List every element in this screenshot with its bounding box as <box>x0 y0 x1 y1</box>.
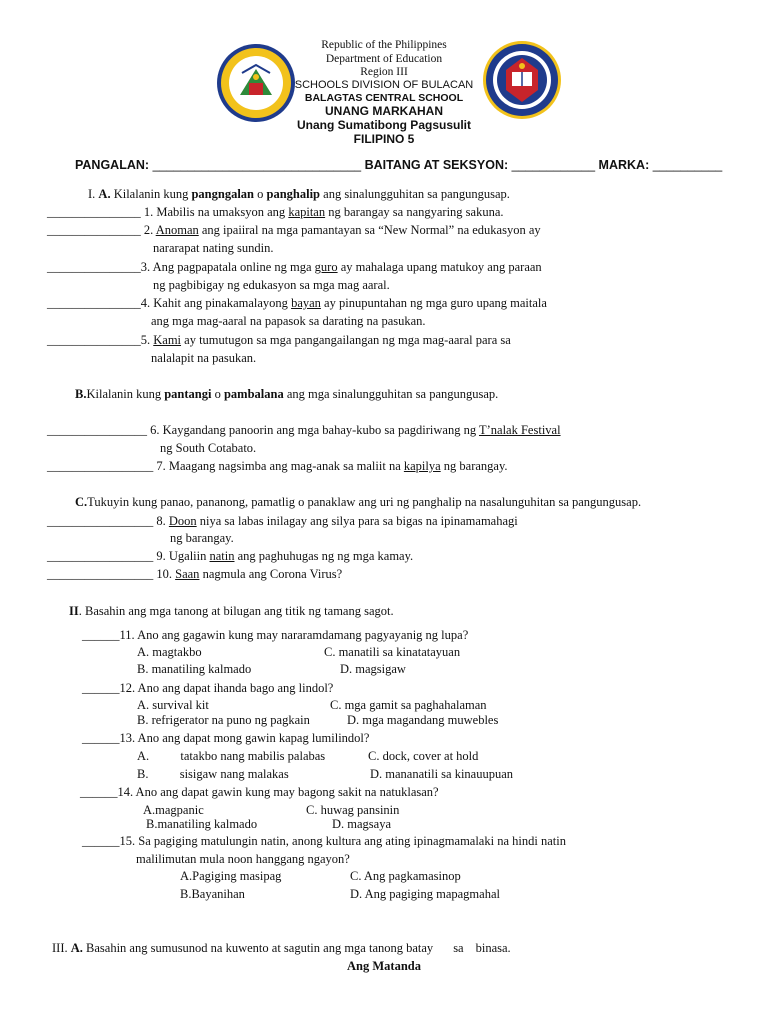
question-2: _______________ 2. Anoman ang ipaiiral na mga pamantayan sa “New Normal” na edukasyon ay <box>47 223 541 237</box>
answer-blank[interactable]: ______ <box>80 785 118 799</box>
choice-13a[interactable]: A. tatakbo nang mabilis palabas <box>137 749 326 763</box>
answer-blank[interactable]: ______ <box>82 731 120 745</box>
choice-12b[interactable]: B. refrigerator na puno ng pagkain <box>137 713 310 727</box>
choice-14b[interactable]: B.manatiling kalmado <box>146 817 258 831</box>
department-line: Department of Education <box>325 53 443 65</box>
answer-blank[interactable]: _________________ <box>47 567 154 581</box>
story-title: Ang Matanda <box>347 959 421 973</box>
choice-14d[interactable]: D. magsaya <box>332 817 392 831</box>
region-line: Region III <box>360 66 408 78</box>
part1c-instruction: C.Tukuyin kung panao, pananong, pamatlig o panaklaw ang uri ng panghalip na nasalunguhitan sa pangungusap. <box>75 495 642 509</box>
quarter-title: UNANG MARKAHAN <box>325 104 443 118</box>
choice-14a[interactable]: A.magpanic <box>143 803 204 817</box>
answer-blank[interactable]: _______________ <box>47 260 141 274</box>
info-line <box>75 159 722 172</box>
question-4-continuation: ang mga mag-aaral na papasok sa darating na pasukan. <box>151 314 426 328</box>
answer-blank[interactable]: _______________ <box>47 296 141 310</box>
name-label: PANGALAN: <box>75 158 150 172</box>
choice-11c[interactable]: C. manatili sa kinatatayuan <box>324 645 461 659</box>
answer-blank[interactable]: ______ <box>82 628 120 642</box>
choice-13d[interactable]: D. mananatili sa kinauupuan <box>370 767 514 781</box>
choice-15d[interactable]: D. Ang pagiging mapagmahal <box>350 887 500 901</box>
question-6: ________________ 6. Kaygandang panoorin ang mga bahay-kubo sa pagdiriwang ng T’nalak Festival <box>47 423 561 437</box>
division-line: SCHOOLS DIVISION OF BULACAN <box>294 79 474 91</box>
name-blank[interactable]: ______________________________ <box>152 158 362 172</box>
school-line: BALAGTAS CENTRAL SCHOOL <box>304 92 464 104</box>
choice-12c[interactable]: C. mga gamit sa paghahalaman <box>330 698 487 712</box>
answer-blank[interactable]: _________________ <box>47 549 154 563</box>
question-8-continuation: ng barangay. <box>170 531 234 545</box>
question-13: ______13. Ano ang dapat mong gawin kapag lumilindol? <box>82 731 370 745</box>
score-blank[interactable]: __________ <box>652 158 723 172</box>
question-2-continuation: nararapat nating sundin. <box>153 241 274 255</box>
question-7: _________________ 7. Maagang nagsimba ang mag-anak sa maliit na kapilya ng barangay. <box>47 459 508 473</box>
choice-15b[interactable]: B.Bayanihan <box>180 887 245 901</box>
question-11: ______11. Ano ang gagawin kung may nararamdamang pagyayanig ng lupa? <box>82 628 469 642</box>
question-5: _______________5. Kami ay tumutugon sa mga pangangailangan ng mga mag-aaral para sa <box>47 333 511 347</box>
choice-13b[interactable]: B. sisigaw nang malakas <box>137 767 289 781</box>
choice-13c[interactable]: C. dock, cover at hold <box>368 749 479 763</box>
answer-blank[interactable]: _______________ <box>47 205 141 219</box>
exam-title: Unang Sumatibong Pagsusulit <box>296 118 471 132</box>
question-12: ______12. Ano ang dapat ihanda bago ang lindol? <box>82 681 334 695</box>
answer-blank[interactable]: _________________ <box>47 514 154 528</box>
choice-11a[interactable]: A. magtakbo <box>137 645 202 659</box>
republic-line: Republic of the Philippines <box>321 39 447 51</box>
question-5-continuation: nalalapit na pasukan. <box>151 351 257 365</box>
answer-blank[interactable]: _______________ <box>47 223 141 237</box>
question-15-continuation: malilimutan mula noon hanggang ngayon? <box>136 852 350 866</box>
part1a-instruction: I. A. Kilalanin kung pangngalan o panghalip ang sinalungguhitan sa pangungusap. <box>88 187 510 201</box>
question-1: _______________ 1. Mabilis na umaksyon ang kapitan ng barangay sa nangyaring sakuna. <box>47 205 504 219</box>
grade-label: BAITANG AT SEKSYON: <box>364 158 509 172</box>
grade-blank[interactable]: ____________ <box>511 158 596 172</box>
question-10: _________________ 10. Saan nagmula ang Corona Virus? <box>47 567 343 581</box>
part3-instruction: III. A. Basahin ang sumusunod na kuwento at sagutin ang mga tanong batay sa binasa. <box>52 941 511 955</box>
choice-15a[interactable]: A.Pagiging masipag <box>180 869 282 883</box>
answer-blank[interactable]: ______ <box>82 681 120 695</box>
score-label: MARKA: <box>598 158 650 172</box>
question-8: _________________ 8. Doon niya sa labas inilagay ang silya para sa bigas na ipinamamahagi <box>47 514 518 528</box>
question-14: ______14. Ano ang dapat gawin kung may bagong sakit na natuklasan? <box>80 785 439 799</box>
subject-title: FILIPINO 5 <box>353 132 415 146</box>
choice-12a[interactable]: A. survival kit <box>137 698 209 712</box>
choice-14c[interactable]: C. huwag pansinin <box>306 803 400 817</box>
question-4: _______________4. Kahit ang pinakamalayong bayan ay pinupuntahan ng mga guro upang maitala <box>47 296 547 310</box>
question-15: ______15. Sa pagiging matulungin natin, anong kultura ang ating ipinagmamalaki na hindi natin <box>82 834 566 848</box>
part1b-instruction: B.Kilalanin kung pantangi o pambalana ang mga sinalungguhitan sa pangungusap. <box>75 387 499 401</box>
question-6-continuation: ng South Cotabato. <box>160 441 257 455</box>
answer-blank[interactable]: ______ <box>82 834 120 848</box>
choice-11b[interactable]: B. manatiling kalmado <box>137 662 252 676</box>
question-3-continuation: ng pagbibigay ng edukasyon sa mga mag aaral. <box>153 278 390 292</box>
choice-15c[interactable]: C. Ang pagkamasinop <box>350 869 461 883</box>
choice-12d[interactable]: D. mga magandang muwebles <box>347 713 499 727</box>
answer-blank[interactable]: _________________ <box>47 459 154 473</box>
question-3: _______________3. Ang pagpapatala online ng mga guro ay mahalaga upang matukoy ang paraan <box>47 260 542 274</box>
part2-instruction: II. Basahin ang mga tanong at bilugan ang titik ng tamang sagot. <box>69 604 394 618</box>
choice-11d[interactable]: D. magsigaw <box>340 662 406 676</box>
answer-blank[interactable]: ________________ <box>47 423 147 437</box>
answer-blank[interactable]: _______________ <box>47 333 141 347</box>
question-9: _________________ 9. Ugaliin natin ang paghuhugas ng ng mga kamay. <box>47 549 414 563</box>
